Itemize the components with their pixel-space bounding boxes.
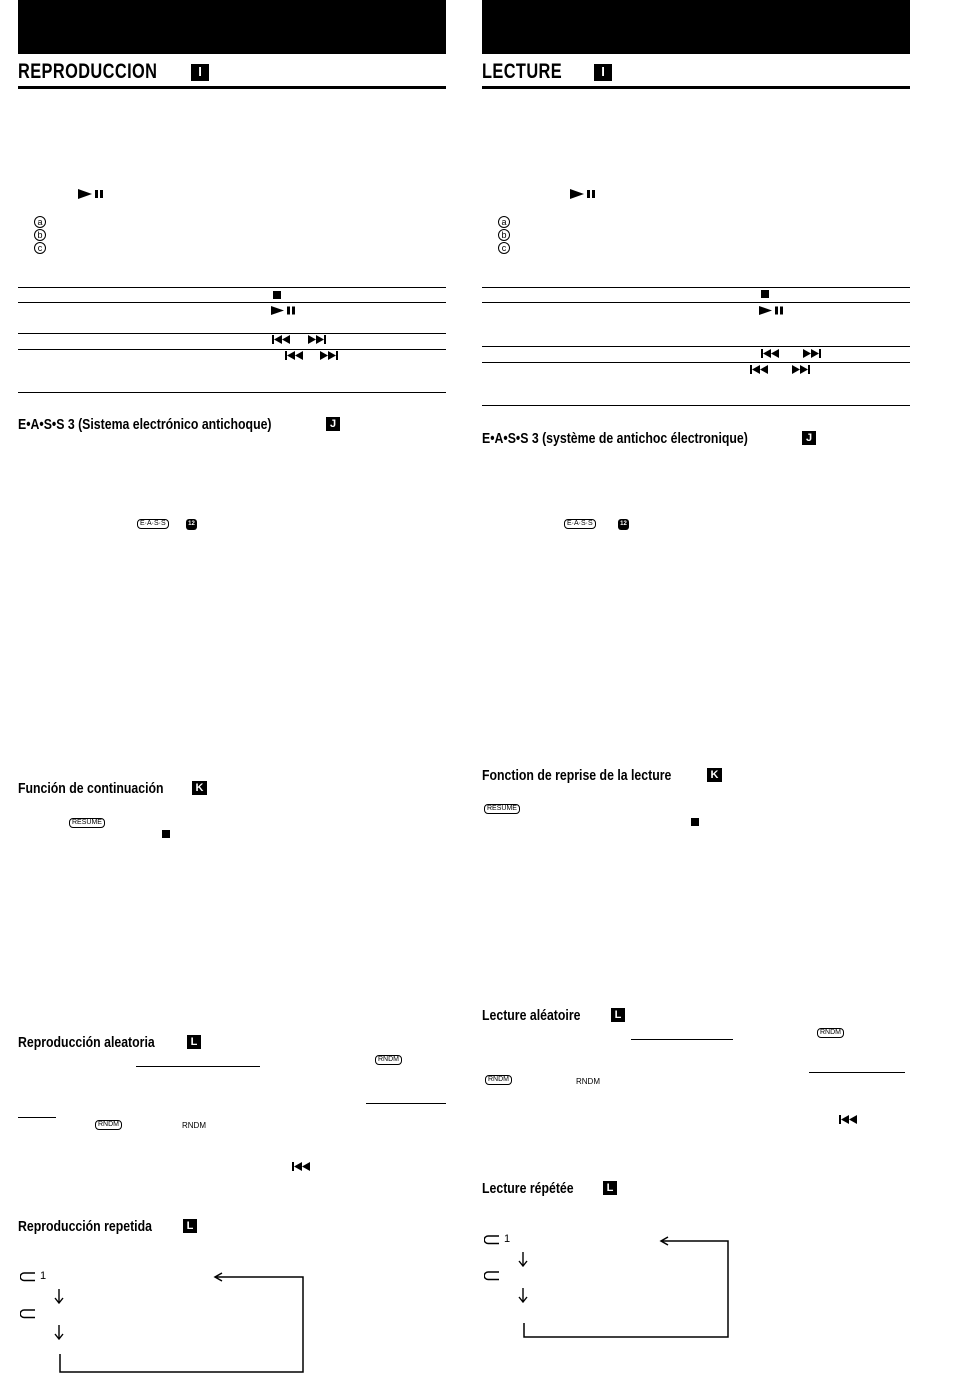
step-marker-b: b [498, 229, 510, 241]
random-title: Reproducción aleatoria [18, 1034, 155, 1051]
table-rule [18, 302, 446, 303]
random-title: Lecture aléatoire [482, 1007, 581, 1024]
skip-previous-icon [839, 1115, 859, 1124]
random-badge: L [187, 1035, 201, 1049]
play-pause-icon [759, 305, 787, 316]
repeat-title: Reproducción repetida [18, 1218, 152, 1235]
page-title: LECTURE [482, 60, 563, 83]
skip-previous-icon [761, 349, 781, 358]
text-underline [136, 1066, 260, 1067]
stop-icon [761, 290, 769, 298]
repeat-icon [20, 1272, 36, 1282]
repeat-icon [484, 1271, 500, 1281]
stop-icon [691, 818, 699, 826]
section-badge: I [594, 64, 612, 81]
header-bar [18, 0, 446, 54]
skip-next-icon [792, 365, 812, 374]
skip-previous-icon [285, 351, 305, 360]
random-button: RNDM [375, 1055, 402, 1065]
step-marker-b: b [34, 229, 46, 241]
random-button: RNDM [485, 1075, 512, 1085]
play-pause-icon [78, 188, 106, 200]
display-number-badge: 12 [186, 519, 197, 530]
random-button: RNDM [95, 1120, 122, 1130]
repeat-badge: L [603, 1181, 617, 1195]
random-badge: L [611, 1008, 625, 1022]
repeat-loop-diagram [518, 1233, 730, 1339]
step-marker-a: a [498, 216, 510, 228]
skip-previous-icon [272, 335, 292, 344]
page-title: REPRODUCCION [18, 60, 158, 83]
resume-button: RESUME [69, 818, 105, 828]
repeat-title: Lecture répétée [482, 1180, 574, 1197]
play-pause-icon [570, 188, 598, 200]
table-rule [482, 405, 910, 406]
eass-button: E·A·S·S [137, 519, 169, 529]
table-rule [482, 302, 910, 303]
repeat-icon [484, 1235, 500, 1245]
skip-previous-icon [292, 1162, 312, 1171]
eass-badge: J [802, 431, 816, 445]
stop-icon [273, 291, 281, 299]
random-button: RNDM [817, 1028, 844, 1038]
resume-title: Fonction de reprise de la lecture [482, 767, 672, 784]
skip-previous-icon [750, 365, 770, 374]
table-rule [18, 392, 446, 393]
skip-next-icon [308, 335, 328, 344]
step-marker-c: c [34, 242, 46, 254]
header-bar [482, 0, 910, 54]
resume-title: Función de continuación [18, 780, 164, 797]
section-badge: I [191, 64, 209, 81]
table-rule [482, 362, 910, 363]
step-marker-a: a [34, 216, 46, 228]
table-rule [18, 349, 446, 350]
title-rule [18, 86, 446, 89]
resume-badge: K [707, 768, 722, 782]
text-underline [366, 1103, 446, 1104]
stop-icon [162, 830, 170, 838]
table-rule [18, 333, 446, 334]
table-rule [18, 287, 446, 288]
text-underline [809, 1072, 905, 1073]
eass-title: E•A•S•S 3 (Sistema electrónico antichoque) [18, 416, 272, 433]
resume-badge: K [192, 781, 207, 795]
column-spanish [18, 0, 446, 1395]
random-display-label: RNDM [576, 1077, 600, 1086]
column-french [482, 0, 910, 1395]
repeat-badge: L [183, 1219, 197, 1233]
table-rule [482, 346, 910, 347]
eass-button: E·A·S·S [564, 519, 596, 529]
repeat-one-label: 1 [40, 1270, 47, 1282]
table-rule [482, 287, 910, 288]
repeat-icon [20, 1309, 36, 1319]
step-marker-c: c [498, 242, 510, 254]
play-pause-icon [271, 305, 299, 316]
skip-next-icon [803, 349, 823, 358]
repeat-one-label: 1 [504, 1233, 511, 1245]
display-number-badge: 12 [618, 519, 629, 530]
text-underline [18, 1117, 56, 1118]
title-rule [482, 86, 910, 89]
eass-badge: J [326, 417, 340, 431]
resume-button: RESUME [484, 804, 520, 814]
random-display-label: RNDM [182, 1121, 206, 1130]
eass-title: E•A•S•S 3 (système de antichoc électronique) [482, 430, 748, 447]
repeat-loop-diagram [54, 1270, 306, 1374]
text-underline [631, 1039, 733, 1040]
skip-next-icon [320, 351, 340, 360]
